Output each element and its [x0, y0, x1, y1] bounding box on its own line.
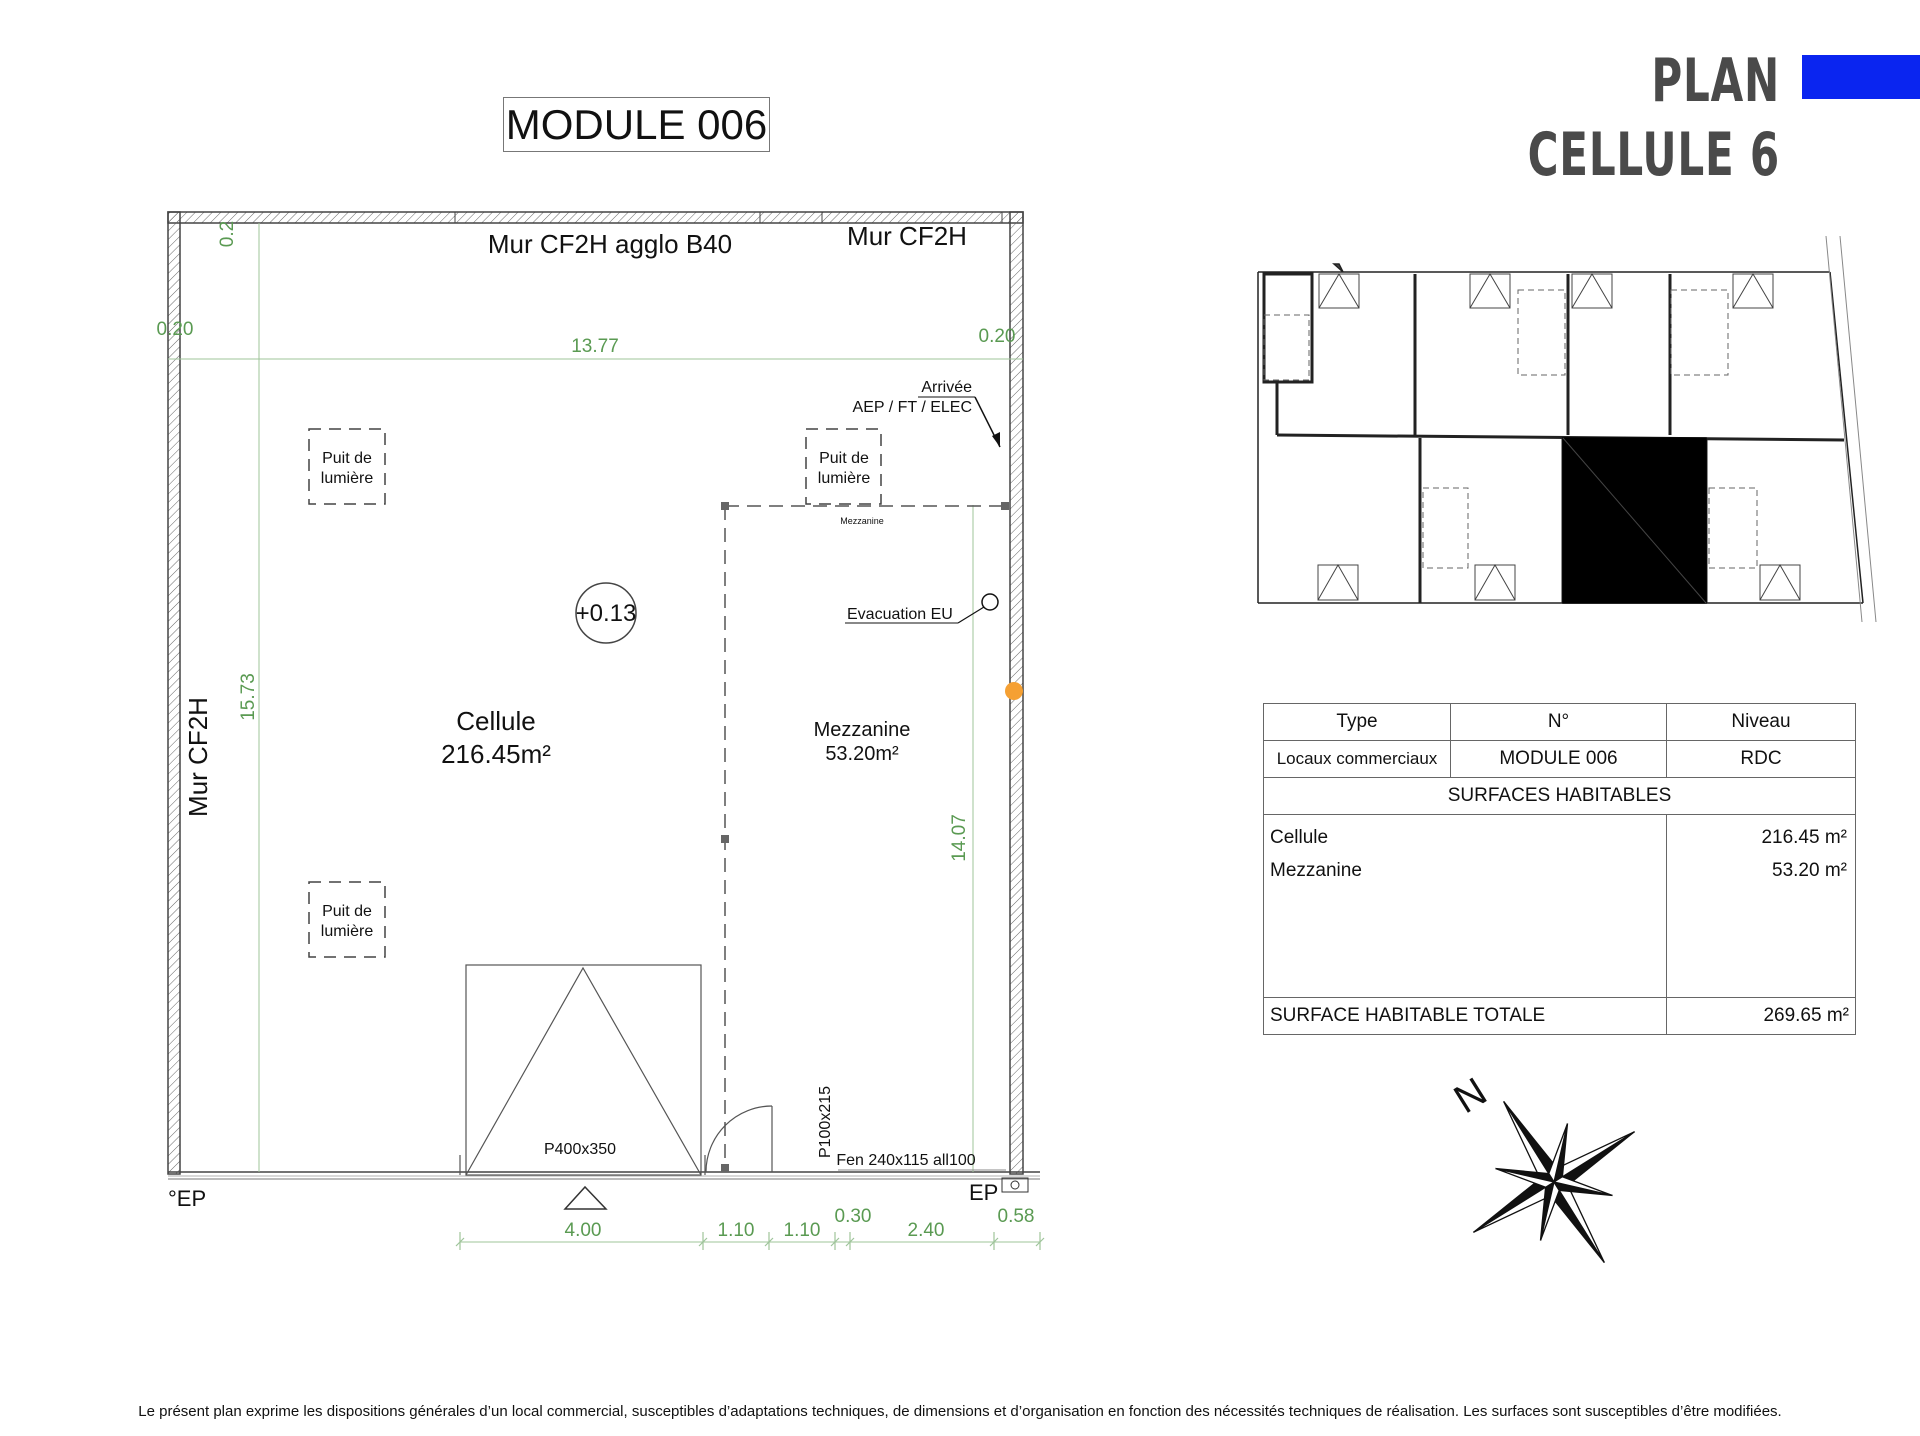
sheet-title: PLAN CELLULE 6	[1527, 46, 1780, 190]
table-list-values	[1667, 815, 1856, 998]
key-plan-entrance-icon	[1334, 264, 1343, 272]
dim-bottom-2: 1.10	[717, 1220, 755, 1241]
key-plan-partition	[1671, 290, 1728, 375]
window-label: Fen 240x115 all100	[836, 1152, 976, 1169]
wall-label-top-left: Mur CF2H agglo B40	[487, 229, 733, 259]
small-door-label: P100x215	[817, 1085, 834, 1159]
key-plan-door	[1475, 565, 1515, 600]
table-level-value: RDC	[1667, 741, 1856, 778]
dim-wall-left: 0.20	[156, 319, 194, 340]
large-door-label: P400x350	[543, 1141, 617, 1158]
dim-depth: 15.73	[238, 673, 259, 721]
post	[1001, 502, 1009, 510]
key-plan-partition	[1264, 315, 1309, 380]
dim-bottom-6: 0.58	[997, 1206, 1035, 1227]
key-plan-door	[1760, 565, 1800, 600]
table-list-labels	[1264, 815, 1667, 998]
skylights	[309, 429, 881, 957]
evacuation-drain-line	[958, 607, 984, 623]
compass-north-label: N	[1446, 1069, 1495, 1123]
key-plan-partition	[1518, 290, 1565, 375]
mezzanine-name: Mezzanine	[813, 719, 911, 741]
table-total-value: 269.65 m²	[1667, 998, 1856, 1035]
table-section-row	[1264, 778, 1856, 815]
table-row-label: Cellule	[1270, 827, 1329, 848]
orange-marker	[1005, 682, 1023, 700]
key-plan-door	[1475, 565, 1515, 600]
mezzanine-small-label: Mezzanine	[840, 516, 884, 526]
table-header-type: Type	[1264, 704, 1451, 741]
key-plan-outline	[1830, 272, 1863, 603]
table-section-title: SURFACES HABITABLES	[1264, 778, 1856, 815]
skylight-3-line1: Puit de	[322, 903, 372, 920]
small-door	[706, 1106, 772, 1172]
key-plan-door	[1319, 274, 1359, 308]
wall-label-left: Mur CF2H	[183, 697, 213, 817]
dim-inner-width: 13.77	[571, 336, 619, 357]
post	[721, 835, 729, 843]
key-plan-door	[1319, 274, 1359, 308]
skylight-1-line1: Puit de	[322, 450, 372, 467]
dim-top-wall: 0.2	[217, 220, 238, 248]
cellule-name: Cellule	[456, 706, 536, 736]
dim-wall-right: 0.20	[978, 326, 1016, 347]
dim-bottom-5: 2.40	[907, 1220, 945, 1241]
level-mark: +0.13	[575, 600, 637, 627]
skylight-labels	[321, 450, 871, 940]
skylight-2-line1: Puit de	[819, 450, 869, 467]
post	[721, 1164, 729, 1172]
key-plan-road	[1826, 236, 1876, 622]
evacuation-drain-icon	[982, 594, 998, 610]
table-total-row	[1264, 998, 1856, 1035]
key-plan-unit	[1264, 274, 1312, 382]
table-list-row	[1264, 815, 1856, 998]
room-labels	[441, 706, 910, 769]
key-plan-door	[1572, 274, 1612, 308]
compass-minor-points	[1482, 1110, 1626, 1254]
cellule-area: 216.45m²	[441, 739, 551, 769]
key-plan-door	[1470, 274, 1510, 308]
wall-left	[168, 212, 180, 1174]
ep-box-dot	[1011, 1181, 1019, 1189]
table-total-label: SURFACE HABITABLE TOTALE	[1264, 998, 1667, 1035]
key-plan-door	[1733, 274, 1773, 308]
key-plan-partition	[1423, 488, 1468, 568]
table-type-value: Locaux commerciaux	[1264, 741, 1451, 778]
dim-bottom-4: 0.30	[834, 1206, 872, 1227]
table-row-value: 216.45 m²	[1761, 827, 1847, 848]
key-plan	[1258, 236, 1876, 622]
dim-bottom-3: 1.10	[783, 1220, 821, 1241]
table-number-value: MODULE 006	[1451, 741, 1667, 778]
skylight-3-line2: lumière	[320, 923, 374, 940]
module-label: MODULE 006	[503, 97, 770, 152]
key-plan-door	[1318, 565, 1358, 600]
small-door-swing	[706, 1106, 772, 1172]
table-row-value: 53.20 m²	[1772, 860, 1847, 881]
table-header-row	[1264, 704, 1856, 741]
surface-table	[1263, 703, 1856, 1035]
table-header-level: Niveau	[1667, 704, 1856, 741]
table-info-row	[1264, 741, 1856, 778]
table-header-number: N°	[1451, 704, 1667, 741]
entrance-marker-icon	[565, 1187, 606, 1209]
key-plan-partition	[1709, 488, 1757, 568]
skylight-1-line2: lumière	[320, 470, 374, 487]
post	[721, 502, 729, 510]
ep-box-icon	[1002, 1178, 1028, 1192]
arrival-line2: AEP / FT / ELEC	[852, 399, 972, 416]
dim-bottom-1: 4.00	[564, 1220, 602, 1241]
mezzanine-area: 53.20m²	[825, 743, 899, 765]
key-plan-divider	[1277, 435, 1844, 440]
dim-mezzanine-depth: 14.07	[949, 814, 970, 862]
arrival-note	[853, 379, 1000, 447]
key-plan-door	[1470, 274, 1510, 308]
key-plan-door	[1733, 274, 1773, 308]
wall-label-top-right: Mur CF2H	[847, 221, 967, 251]
arrival-line1: Arrivée	[921, 379, 972, 396]
key-plan-road-edge	[1826, 236, 1862, 622]
footer-disclaimer: Le présent plan exprime les dispositions générales d’un local commercial, susceptibles d’adaptations techniques, de dimensions et d’organisation en fonction des nécessités techniques de réalisation. Les surfaces sont susceptibles d’être modifiées.	[138, 1403, 1782, 1420]
key-plan-door	[1318, 565, 1358, 600]
module-walls	[168, 212, 1040, 1179]
table-row-label: Mezzanine	[1270, 860, 1362, 881]
key-plan-door	[1760, 565, 1800, 600]
ep-left: °EP	[168, 1186, 207, 1211]
evacuation-label: Evacuation EU	[847, 606, 953, 623]
ep-right: EP	[969, 1180, 999, 1205]
skylight-2-line2: lumière	[817, 470, 871, 487]
key-plan-door	[1572, 274, 1612, 308]
